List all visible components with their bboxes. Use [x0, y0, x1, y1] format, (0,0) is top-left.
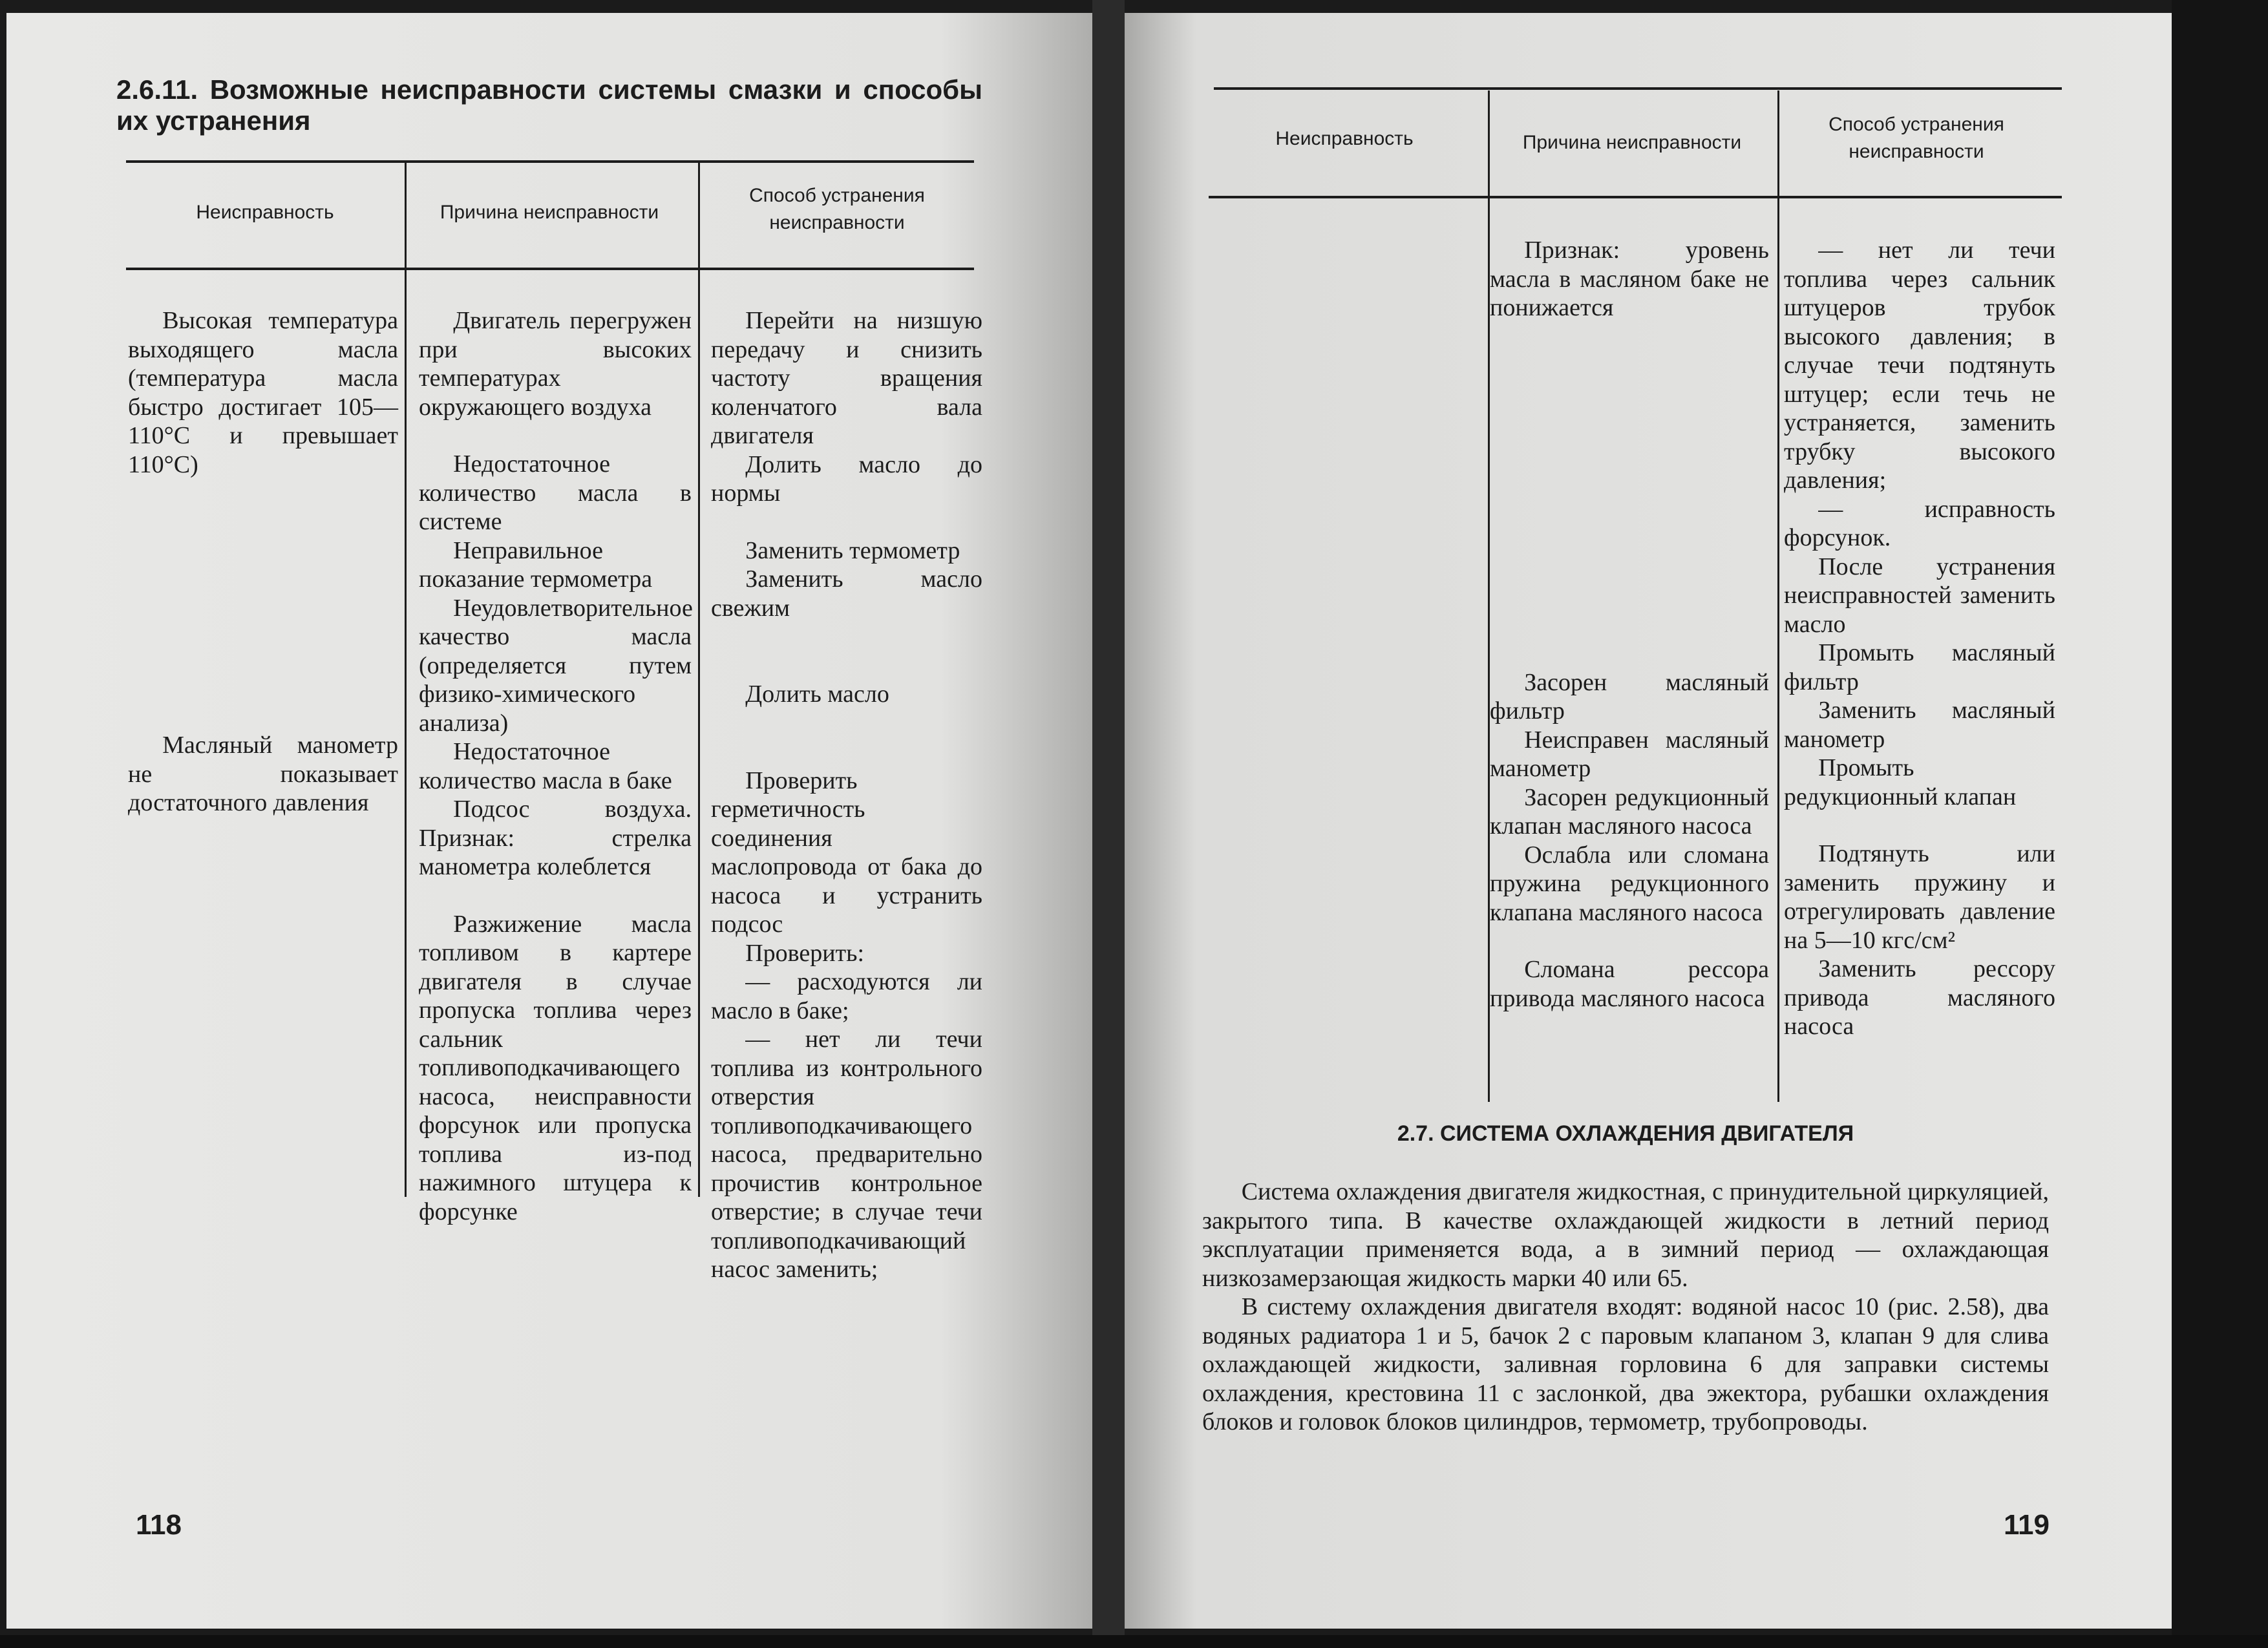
remedy-lower-gear: Перейти на низшую передачу и снизить частоту вращения коленчатого вала двигателя: [711, 307, 982, 449]
cause-spring: Ослабла или сломана пружина редукционного клапана масляного насоса: [1490, 841, 1769, 926]
table-header-rule-right: [1209, 196, 2062, 198]
cause-low-oil: Недостаточное количество масла в системе: [419, 450, 692, 535]
cause-reduction-valve: Засорен редукционный клапан масляного насоса: [1490, 783, 1769, 840]
section-title-2-7: 2.7. СИСТЕМА ОХЛАЖДЕНИЯ ДВИГАТЕЛЯ: [1397, 1121, 1854, 1146]
cause-oil-filter: Засорен масляный фильтр: [1490, 668, 1769, 724]
cause-drive-spring: Сломана рессора привода масляного насоса: [1490, 956, 1769, 1012]
remedy-column: [711, 306, 982, 1284]
remedy-column-right: [1784, 236, 2055, 1041]
remedy-check-oil-usage: — расходуются ли масло в баке;: [711, 968, 982, 1024]
cause-bad-oil: Неудовлетворительное качество масла (определяется путем физико-химического анализа): [419, 594, 693, 737]
remedy-replace-drive-spring: Заменить рессору привода масляного насоса: [1784, 955, 2055, 1040]
header-remedy-right: Способ устранения неисправности: [1828, 114, 2004, 162]
fault-high-temp: Высокая температура выходящего масла (температура масла быстро достигает 105—110°С и превышает 110°С): [128, 307, 398, 478]
cause-column: [419, 306, 692, 1226]
column-divider-1: [405, 163, 407, 1197]
remedy-replace-oil: Заменить масло свежим: [711, 565, 982, 622]
column-divider-2: [698, 163, 700, 1197]
column-divider-right-2: [1777, 90, 1779, 1102]
header-cause: Причина неисправности: [440, 202, 659, 223]
header-remedy: Способ устранения неисправности: [749, 185, 925, 233]
cause-bad-thermometer: Неправильное показание термометра: [419, 536, 653, 593]
remedy-top-up-oil: Долить масло: [745, 681, 889, 708]
section-title-2-6-11: 2.6.11. Возможные неисправности системы смазки и способы их устранения: [116, 74, 982, 136]
remedy-check-fuel-leak: — нет ли течи топлива из контрольного отверстия топливоподкачивающего насоса, предварительно прочистив контрольное отверстие; в случае течи топливоподкачивающий насос заменить;: [711, 1026, 982, 1283]
remedy-check-seal: Проверить герметичность соединения маслопровода от бака до насоса и устранить подсос: [711, 766, 982, 938]
page-number-right: 119: [2004, 1509, 2050, 1541]
fault-low-pressure: Масляный манометр не показывает достаточного давления: [128, 732, 398, 816]
remedy-replace-thermometer: Заменить термометр: [745, 536, 960, 564]
cause-manometer: Неисправен масляный манометр: [1490, 726, 1769, 782]
table-top-rule-right: [1214, 87, 2062, 90]
cause-fuel-dilution: Разжижение масла топливом в картере двигателя в случае пропуска топлива через сальник топливоподкачивающего насоса, неисправности форсунок или пропуска топлива из-под нажимного штуцера к форсунке: [419, 910, 692, 1225]
remedy-check: Проверить:: [745, 939, 865, 967]
cause-air-leak: Подсос воздуха. Признак: стрелка манометра колеблется: [419, 796, 692, 880]
remedy-add-oil: Долить масло до нормы: [711, 450, 982, 507]
remedy-adjust-spring: Подтянуть или заменить пружину и отрегулировать давление на 5—10 кгс/см²: [1784, 840, 2055, 954]
cause-overload: Двигатель перегружен при высоких температурах окружающего воздуха: [419, 307, 692, 421]
cooling-paragraph-1: Система охлаждения двигателя жидкостная, с принудительной циркуляцией, закрытого типа. В качестве охлаждающей жидкости в летний период эксплуатации применяется вода, а в зимний период — охлаждающая низкозамерзающая жидкость марки 40 или 65.: [1202, 1178, 2049, 1292]
remedy-clean-filter: Промыть масляный фильтр: [1784, 639, 2055, 695]
remedy-after-repair: После устранения неисправностей заменить масло: [1784, 553, 2055, 638]
book-spine: [1092, 0, 1125, 1648]
page-number-left: 118: [136, 1509, 182, 1541]
cooling-text: [1202, 1178, 2049, 1437]
table-top-rule: [126, 160, 974, 163]
scan-edge: [2172, 0, 2268, 1648]
header-fault: Неисправность: [196, 202, 334, 223]
remedy-check-nozzle-leak: — нет ли течи топлива через сальник штуцеров трубок высокого давления; в случае течи подтянуть штуцер; если течь не устраняется, заменить трубку высокого давления;: [1784, 237, 2055, 494]
remedy-check-injectors: — исправность форсунок.: [1784, 495, 2055, 551]
remedy-replace-manometer: Заменить масляный манометр: [1784, 697, 2055, 753]
cause-sign-oil-level: Признак: уровень масла в масляном баке не понижается: [1490, 237, 1769, 321]
cause-low-oil-tank: Недостаточное количество масла в баке: [419, 738, 672, 794]
header-cause-right: Причина неисправности: [1522, 132, 1742, 153]
cooling-paragraph-2: В систему охлаждения двигателя входят: водяной насос 10 (рис. 2.58), два водяных радиатора 1 и 5, бачок 2 с паровым клапаном 3, клапан 9 для слива охлаждающей жидкости, заливная горловина 6 для заправки системы охлаждения, крестовина 11 с заслонкой, два эжектора, рубашки охлаждения блоков и головок блоков цилиндров, термометр, трубопроводы.: [1202, 1293, 2049, 1435]
fault-column: [128, 306, 398, 818]
header-fault-right: Неисправность: [1275, 128, 1414, 149]
remedy-clean-valve: Промыть редукционный клапан: [1784, 754, 2017, 810]
scan-bottom-edge: [0, 1635, 2268, 1648]
table-header-rule: [126, 268, 974, 270]
cause-column-right: [1490, 236, 1769, 1013]
